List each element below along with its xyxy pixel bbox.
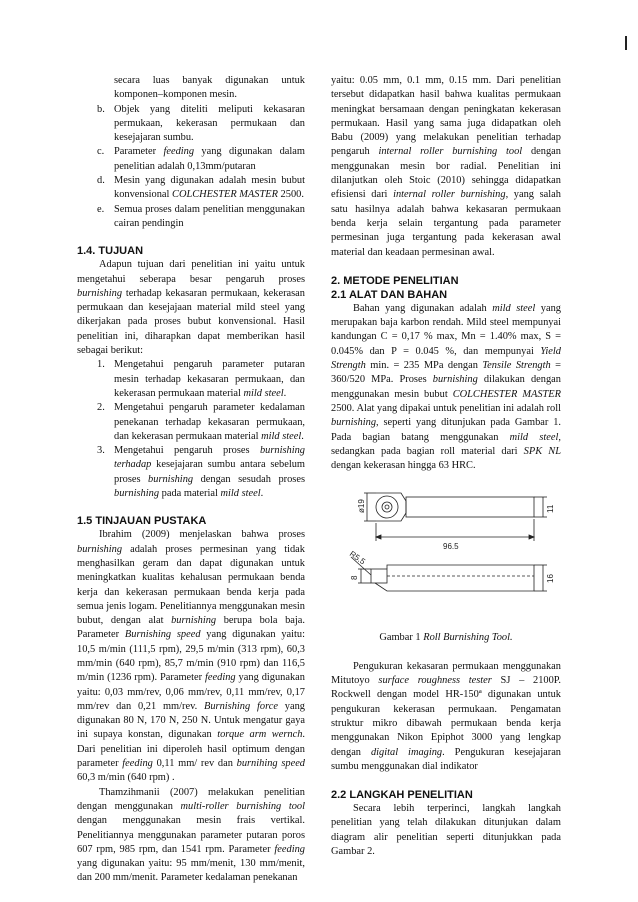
section-2-heading: 2. METODE PENELITIAN [331, 274, 459, 287]
list-marker: c. [97, 146, 105, 158]
roller-pin [382, 502, 392, 512]
materials-paragraph: Bahan yang digunakan adalah mild steel yang merupakan baja karbon rendah. Mild steel mempunyai kandungan C = 0,17 % max, Mn = 1.40% max, S = 0.045% dan P = 0.045 %, dan mempunyai Yield Strength min. = 235 MPa dengan Tensile Strength = 360/520 MPa. Proses burnishing dilakukan dengan menggunakan mesin bubut COLCHESTER MASTER 2500. Alat yang dipakai untuk penelitian ini adalah roll burnishing, seperti yang ditunjukan pada Gambar 1. Pada bagian batang menggunakan mild steel, sedangkan pada bagian roll material dari SPK NL dengan kekerasan hingga 63 HRC. [331, 302, 562, 472]
list-item-text: Objek yang diteliti meliputi kekasaran permukaan, kekerasan permukaan dan kesejajaran sumbu. [114, 103, 305, 144]
page-margin-mark [625, 36, 627, 50]
list-marker: 3. [97, 445, 105, 457]
literature-paragraph-1: Ibrahim (2009) menjelaskan bahwa proses burnishing adalah proses permesinan yang tidak menghasilkan geram dan dapat digunakan untuk meningkatkan kualitas kehalusan permukaan benda kerja dan kekerasan permukaan benda kerja pada semua jenis logam. Penelitiannya menggunakan mesin bubut, dengan alat burnishing berupa bola baja. Parameter Burnishing speed yang digunakan yaitu: 10,5 m/min (111,5 rpm), 29,5 m/min (313 rpm), 60,3 mm/min (640 rpm), 85,7 m/min (910 rpm) dan 116,5 m/min (1236 rpm). Parameter feeding yang digunakan yaitu: 0,03 mm/rev, 0,06 mm/rev, 0,11 mm/rev, 0,17 mm/rev dan 0,21 mm/rev. Burnishing force yang digunakan 80 N, 170 N, 250 N. Untuk mengatur gaya ini supaya konstan, digunakan torque arm wernch. Dari penelitian ini diperoleh hasil optimum dengan parameter feeding 0,11 mm/ rev dan burnihing speed 60,3 m/min (640 rpm) . [77, 529, 306, 784]
scope-list-item [77, 103, 305, 146]
purpose-list-item [77, 444, 305, 501]
roll-burnishing-tool-figure [331, 479, 561, 629]
purpose-list [77, 358, 305, 501]
list-item-text: Mengetahui pengaruh proses burnishing terhadap kesejajaran sumbu antara sebelum proses burnishing dengan sesudah proses burnishing pada material mild steel. [114, 445, 305, 500]
section-1-5-heading: 1.5 TINJAUAN PUSTAKA [77, 515, 207, 528]
scope-item-a-continued [77, 74, 305, 103]
purpose-list-item [77, 401, 305, 444]
section-2-1-heading: 2.1 ALAT DAN BAHAN [331, 288, 448, 301]
list-marker: d. [97, 175, 105, 187]
scope-list-item [77, 145, 305, 174]
literature-paragraph-2: Thamzihmanii (2007) melakukan penelitian dengan menggunakan multi-roller burnishing tool dengan menggunakan mesin frais vertikal. Penelitiannya menggunakan parameter putaran poros 607 rpm, 985 rpm, dan 1541 rpm. Parameter feeding yang digunakan yaitu: 95 mm/menit, 130 mm/menit, dan 200 mm/menit. Parameter kedalaman penekanan [77, 786, 305, 884]
dim-length-label: 96.5 [443, 542, 459, 552]
scope-list-item [77, 203, 305, 232]
roller-outline [376, 496, 398, 518]
measurement-paragraph: Pengukuran kekasaran permukaan menggunakan Mitutoyo surface roughness tester SJ – 2100P. Rockwell dengan model HR-150ª digunakan untuk pengukuran kekerasan permukaan. Pengamatan struktur mikro dibawah permukaan benda kerja menggunakan Nikon Epiphot 3000 yang lengkap dengan digital imaging. Pengukuran kesejajaran sumbu menggunakan dial indikator [331, 660, 562, 772]
section-2-2-heading: 2.2 LANGKAH PENELITIAN [331, 789, 473, 802]
right-column [331, 74, 561, 859]
roller-side [371, 569, 387, 583]
list-item-text: Semua proses dalam penelitian menggunakan cairan pendingin [114, 203, 305, 229]
purpose-paragraph: Adapun tujuan dari penelitian ini yaitu untuk mengetahui seberapa besar pengaruh proses burnishing terhadap kekasaran permukaan, kekerasan permukaan dan kesejajaan material mild steel yang dikerjakan pada proses bubut konvensional. Hasil penelitian ini, diharapkan dapat memberikan hasil sebagai berikut: [77, 259, 305, 357]
steps-paragraph: Secara lebih terperinci, langkah langkah penelitian yang telah dilakukan ditunjukan dalam diagram alir penelitian seperti ditunjukkan pada Gambar 2. [331, 803, 561, 857]
literature-paragraph-continued: yaitu: 0.05 mm, 0.1 mm, 0.15 mm. Dari penelitian tersebut didapatkan hasil bahwa kualitas permukaan meningkat bersamaan dengan peningkatan kekerasan permukaan. Hasil yang sama juga didapatkan oleh Babu (2009) yang melakukan penelitian terhadap pengaruh internal roller burnishing tool dengan menggunakan mesin bor radial. Penelitian ini dilanjutkan oleh Stoic (2010) sehingga didapatkan efisiensi dari internal roller burnishing, yang salah satu hasilnya adalah bahwa kekasaran permukaan benda kerja selain tergantung pada parameter permesinan juga tergantung pada kekerasan awal material dan keadaan permesinan awal. [331, 75, 561, 258]
purpose-list-item [77, 358, 305, 401]
list-marker: e. [97, 203, 105, 215]
section-1-4-heading: 1.4. TUJUAN [77, 245, 144, 258]
list-item-text: Mengetahui pengaruh parameter kedalaman penekanan terhadap kekasaran permukaan, dan kekerasan permukaan material mild steel. [114, 402, 305, 442]
figure-1-caption: Gambar 1 Roll Burnishing Tool. [379, 632, 513, 644]
scope-item-text: secara luas banyak digunakan untuk komponen–komponen mesin. [114, 75, 305, 101]
scope-list-item [77, 174, 305, 203]
fork-head [376, 493, 406, 521]
dim-8-label: 8 [350, 575, 359, 581]
list-item-text: Mesin yang digunakan adalah mesin bubut konvensional COLCHESTER MASTER 2500. [114, 175, 305, 201]
tool-shank [406, 497, 534, 517]
dim-11-label: 11 [546, 505, 555, 514]
list-item-text: Parameter feeding yang digunakan dalam penelitian adalah 0,13mm/putaran [114, 146, 305, 172]
dim-diameter-label: ø19 [357, 499, 366, 514]
shank-side [375, 565, 534, 591]
left-column [77, 74, 305, 886]
dim-radius-label: R5.5 [347, 549, 367, 567]
list-marker: 2. [97, 402, 105, 414]
scope-list [77, 74, 305, 103]
list-item-text: Mengetahui pengaruh parameter putaran mesin terhadap kekasaran permukaan, dan kekerasan permukaan material mild steel. [114, 359, 305, 399]
dim-16-label: 16 [546, 574, 555, 584]
tool-drawing [331, 479, 561, 629]
list-marker: 1. [97, 359, 105, 371]
scope-list-items [77, 103, 305, 232]
list-marker: b. [97, 103, 105, 115]
